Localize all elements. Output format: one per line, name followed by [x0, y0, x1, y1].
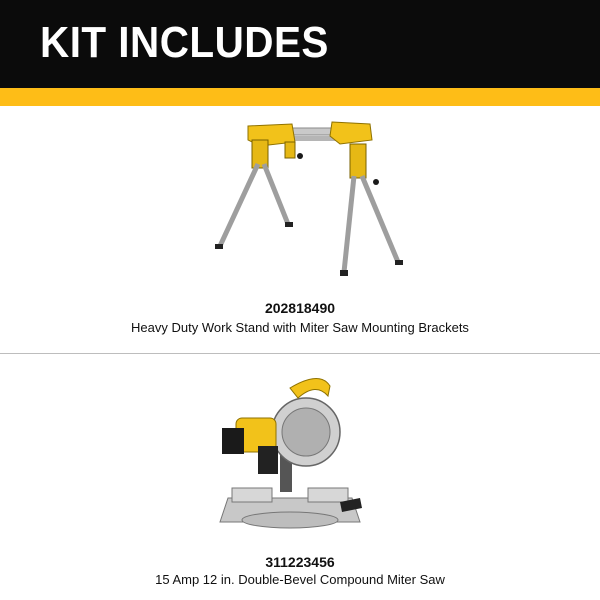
section-divider — [0, 353, 600, 354]
item-sku: 311223456 — [265, 554, 335, 570]
miter-saw-image — [210, 370, 370, 530]
kit-item-work-stand — [0, 106, 600, 351]
item-sku: 202818490 — [264, 300, 336, 316]
accent-stripe — [0, 88, 600, 106]
kit-item-miter-saw — [0, 356, 600, 600]
page-title: KIT INCLUDES — [40, 18, 329, 67]
item-description: 15 Amp 12 in. Double-Bevel Compound Miter Saw — [155, 572, 445, 587]
header-bar — [0, 0, 600, 88]
work-stand-image — [200, 114, 410, 284]
item-description: Heavy Duty Work Stand with Miter Saw Mounting Brackets — [131, 320, 469, 335]
